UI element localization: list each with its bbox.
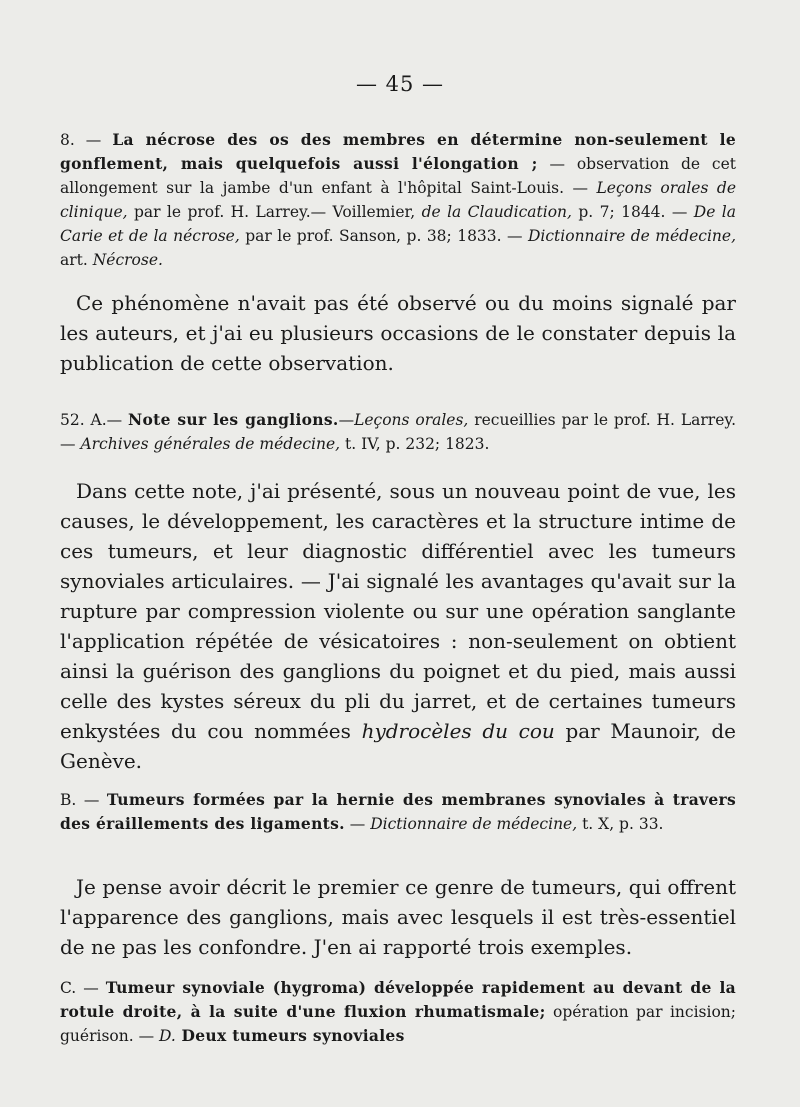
entry-title: Deux tumeurs synoviales: [175, 1026, 405, 1045]
entry-text: opération par incision; guérison. —: [60, 1003, 736, 1045]
entry-citation: De la Carie et de la nécrose,: [60, 203, 737, 245]
entry-text: par le prof. Sanson, p. 38; 1833. —: [239, 227, 528, 245]
reference-entry-c: [60, 976, 736, 1048]
entry-marker: 8. —: [60, 131, 102, 149]
paragraph-italic: hydrocèles du cou: [361, 719, 555, 743]
entry-text: t. X, p. 33.: [577, 815, 664, 833]
entry-citation: de la Claudication,: [421, 203, 572, 221]
entry-citation: Leçons orales de clinique,: [60, 179, 736, 221]
entry-citation: Leçons orales,: [354, 411, 469, 429]
entry-text: recueillies par le prof. H. Larrey. —: [60, 411, 736, 453]
entry-citation: Dictionnaire de médecine,: [370, 815, 578, 833]
entry-marker: B. —: [60, 791, 100, 809]
entry-title: Note sur les ganglions.: [128, 410, 339, 429]
entry-title: La nécrose des os des membres en détermine non-seulement le gonflement, mais quelquefois aussi l'élongation ;: [60, 130, 736, 173]
paragraph-text: Dans cette note, j'ai présenté, sous un nouveau point de vue, les causes, le développement, les caractères et la structure intime de ces tumeurs, et leur diagnostic différentiel avec les tumeurs synoviales articulaires. — J'ai signalé les avantages qu'avait sur la rupture par compression violente ou sur une opération sanglante l'application répétée de vésicatoires : non-seulement on obtient ainsi la guérison des ganglions du poignet et du pied, mais aussi celle des kystes séreux du pli du jarret, et de certaines tumeurs enkystées du cou nommées: [60, 479, 736, 743]
entry-text: p. 7; 1844. —: [571, 203, 694, 221]
entry-citation: Archives générales de médecine,: [80, 435, 341, 453]
entry-text: —: [344, 815, 371, 833]
entry-title: Tumeur synoviale (hygroma) développée rapidement au devant de la rotule droite, à la suite d'une fluxion rhumatismale;: [60, 978, 736, 1021]
entry-text: t. IV, p. 232; 1823.: [340, 435, 490, 453]
entry-text: art.: [60, 251, 93, 269]
reference-entry-b: [60, 788, 736, 836]
entry-marker: 52. A.—: [60, 411, 123, 429]
entry-marker-italic: D.: [159, 1027, 176, 1045]
reference-entry-52a: [60, 408, 736, 456]
paragraph-text: par Maunoir, de Genève.: [60, 719, 736, 773]
entry-citation: Nécrose.: [92, 251, 163, 269]
body-paragraph: Ce phénomène n'avait pas été observé ou du moins signalé par les auteurs, et j'ai eu plusieurs occasions de le constater depuis la publication de cette observation.: [60, 291, 736, 375]
entry-citation: Dictionnaire de médecine,: [527, 227, 736, 245]
entry-text: par le prof. H. Larrey.— Voillemier,: [127, 203, 422, 221]
page-number: — 45 —: [355, 72, 445, 96]
entry-text: —: [338, 411, 355, 429]
entry-text: — observation de cet allongement sur la jambe d'un enfant à l'hôpital Saint-Louis. —: [60, 155, 736, 197]
entry-marker: C. —: [60, 979, 99, 997]
body-paragraph: [60, 476, 736, 776]
reference-entry-8: [60, 128, 736, 272]
body-paragraph: Je pense avoir décrit le premier ce genre de tumeurs, qui offrent l'apparence des ganglions, mais avec lesquels il est très-essentiel de ne pas les confondre. J'en ai rapporté trois exemples.: [60, 875, 736, 959]
entry-title: Tumeurs formées par la hernie des membranes synoviales à travers des éraillements des ligaments.: [60, 790, 737, 833]
